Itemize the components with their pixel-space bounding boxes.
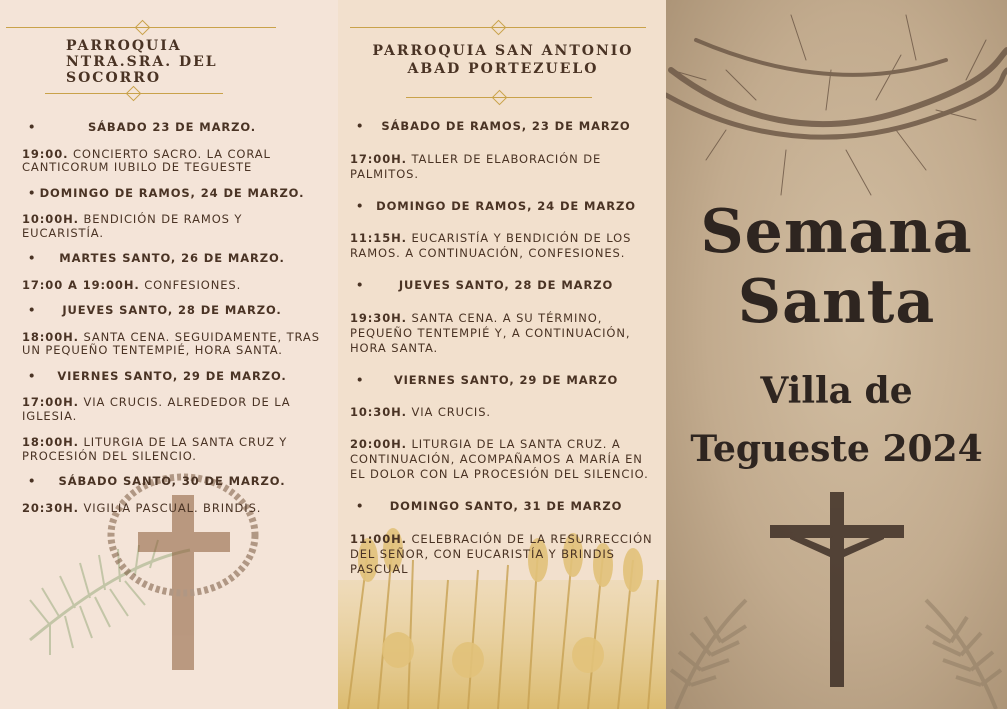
schedule-event: 19:00. CONCIERTO SACRO. LA CORAL CANTICORUM IUBILO DE TEGUESTE xyxy=(22,146,271,174)
middle-schedule xyxy=(350,118,662,577)
middle-panel-title: PARROQUIA SAN ANTONIO ABAD PORTEZUELO xyxy=(372,43,634,77)
schedule-event: 20:30H. VIGILIA PASCUAL. BRINDIS. xyxy=(22,500,262,515)
schedule-event: 19:30H. SANTA CENA. A SU TÉRMINO, PEQUEÑO TENTEMPIÉ Y, A CONTINUACIÓN, HORA SANTA. xyxy=(350,310,631,355)
crucifix-icon xyxy=(770,492,904,687)
schedule-event: 11:15H. EUCARISTÍA Y BENDICIÓN DE LOS RAMOS. A CONTINUACIÓN, CONFESIONES. xyxy=(350,231,632,260)
schedule-day: • DOMINGO SANTO, 31 DE MARZO xyxy=(356,499,623,513)
schedule-event: 17:00H. VIA CRUCIS. ALREDEDOR DE LA IGLESIA. xyxy=(22,395,291,423)
schedule-day: • VIERNES SANTO, 29 DE MARZO. xyxy=(28,368,287,383)
schedule-event: 17:00H. TALLER DE ELABORACIÓN DE PALMITOS. xyxy=(350,151,602,181)
left-schedule xyxy=(22,118,322,515)
schedule-day: • SÁBADO SANTO, 30 DE MARZO. xyxy=(28,474,286,488)
crown-of-thorns-icon xyxy=(666,0,1007,215)
cover-panel xyxy=(666,0,1007,709)
schedule-event: 17:00 A 19:00H. CONFESIONES. xyxy=(22,277,242,292)
schedule-day: • MARTES SANTO, 26 DE MARZO. xyxy=(28,251,285,265)
schedule-day: • JUEVES SANTO, 28 DE MARZO xyxy=(356,278,614,292)
schedule-day: • SÁBADO 23 DE MARZO. xyxy=(28,120,257,134)
cover-title-line1: Semana xyxy=(700,197,973,267)
schedule-day: • JUEVES SANTO, 28 DE MARZO. xyxy=(28,303,282,317)
middle-panel xyxy=(338,0,666,709)
cover-title-line2: Santa xyxy=(737,267,936,337)
schedule-event: 10:00H. BENDICIÓN DE RAMOS Y EUCARISTÍA. xyxy=(22,212,243,240)
schedule-day: • DOMINGO DE RAMOS, 24 DE MARZO. xyxy=(28,185,305,200)
cover-subtitle-line2: Tegueste 2024 xyxy=(690,428,983,470)
schedule-event: 20:00H. LITURGIA DE LA SANTA CRUZ. A CONTINUACIÓN, ACOMPAÑAMOS A MARÍA EN EL DOLOR CON LA PROCESIÓN DEL SILENCIO. xyxy=(350,437,649,481)
schedule-event: 11:00H. CELEBRACIÓN DE LA RESURRECCIÓN DEL SEÑOR, CON EUCARISTÍA Y BRINDIS PASCUAL xyxy=(350,531,653,576)
schedule-event: 18:00H. LITURGIA DE LA SANTA CRUZ Y PROCESIÓN DEL SILENCIO. xyxy=(22,435,288,463)
schedule-event: 18:00H. SANTA CENA. SEGUIDAMENTE, TRAS UN PEQUEÑO TENTEMPIÉ, HORA SANTA. xyxy=(22,329,320,357)
left-panel xyxy=(0,0,338,709)
schedule-day: • DOMINGO DE RAMOS, 24 DE MARZO xyxy=(356,198,636,213)
schedule-event: 10:30H. VIA CRUCIS. xyxy=(350,405,491,419)
cover-subtitle-line1: Villa de xyxy=(760,370,913,412)
left-panel-title: PARROQUIA NTRA.SRA. DEL SOCORRO xyxy=(66,38,218,86)
schedule-day: • SÁBADO DE RAMOS, 23 DE MARZO xyxy=(356,119,631,133)
schedule-day: • VIERNES SANTO, 29 DE MARZO xyxy=(356,372,619,387)
